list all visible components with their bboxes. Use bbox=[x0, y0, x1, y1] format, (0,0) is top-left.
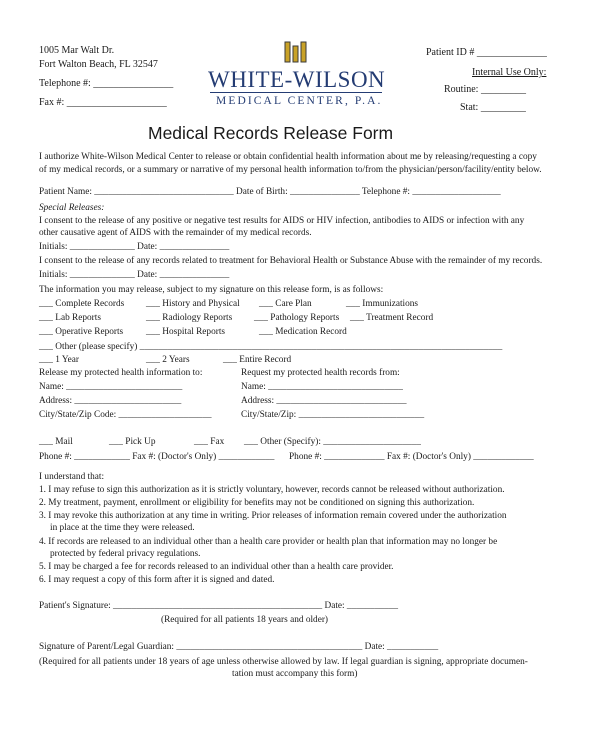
patient-signature-line[interactable]: Patient's Signature: _____________________________________________ Date: ___________ bbox=[39, 601, 399, 611]
stat-field[interactable]: Stat: _________ bbox=[460, 102, 526, 113]
form-title: Medical Records Release Form bbox=[148, 123, 394, 143]
request-from-address[interactable]: Address: ____________________________ bbox=[241, 396, 407, 406]
check-history-physical[interactable]: ___ History and Physical bbox=[146, 299, 240, 309]
information-intro: The information you may release, subject to my signature on this release form, is as follows: bbox=[39, 285, 384, 295]
request-phone-fax[interactable]: Phone #: _____________ Fax #: (Doctor's Only) _____________ bbox=[289, 452, 534, 462]
check-treatment-record[interactable]: ___ Treatment Record bbox=[350, 313, 434, 323]
patient-signature-note: (Required for all patients 18 years and older) bbox=[161, 615, 329, 625]
check-care-plan[interactable]: ___ Care Plan bbox=[259, 299, 312, 309]
special-releases-heading: Special Releases: bbox=[39, 203, 105, 213]
internal-use-label: Internal Use Only: bbox=[472, 67, 547, 78]
understand-item-2: 2. My treatment, payment, enrollment or eligibility for benefits may not be conditioned on signing this authorization. bbox=[39, 498, 475, 508]
request-from-city[interactable]: City/State/Zip: ___________________________ bbox=[241, 410, 425, 420]
check-complete-records[interactable]: ___ Complete Records bbox=[39, 299, 125, 309]
delivery-mail[interactable]: ___ Mail bbox=[39, 437, 73, 447]
address-line-2: Fort Walton Beach, FL 32547 bbox=[39, 59, 158, 70]
guardian-signature-line[interactable]: Signature of Parent/Legal Guardian: ________________________________________ Date: ___________ bbox=[39, 642, 439, 652]
check-other-specify[interactable]: ___ Other (please specify) ______________________________________________________________________________ bbox=[39, 342, 503, 352]
understand-item-1: 1. I may refuse to sign this authorization as it is strictly voluntary, however, records cannot be released without authorization. bbox=[39, 485, 505, 495]
release-to-address[interactable]: Address: _______________________ bbox=[39, 396, 182, 406]
understand-item-6: 6. I may request a copy of this form after it is signed and dated. bbox=[39, 575, 275, 585]
behavioral-consent-line: I consent to the release of any records related to treatment for Behavioral Health or Substance Abuse with the remainder of my records. bbox=[39, 256, 543, 266]
fax-field[interactable]: Fax #: ____________________ bbox=[39, 97, 167, 108]
understand-heading: I understand that: bbox=[39, 472, 105, 482]
telephone-field[interactable]: Telephone #: ________________ bbox=[39, 78, 174, 89]
company-logo-mark-icon bbox=[283, 40, 315, 64]
check-entire-record[interactable]: ___ Entire Record bbox=[223, 355, 292, 365]
understand-item-3: 3. I may revoke this authorization at any time in writing. Prior releases of information remain covered under the authorization bbox=[39, 511, 507, 521]
understand-item-4: 4. If records are released to an individual other than a health care provider or health plan that information may no longer be bbox=[39, 537, 498, 547]
aids-initials-date[interactable]: Initials: ______________ Date: _______________ bbox=[39, 242, 230, 252]
check-lab-reports[interactable]: ___ Lab Reports bbox=[39, 313, 101, 323]
check-2-years[interactable]: ___ 2 Years bbox=[146, 355, 190, 365]
guardian-signature-note-1: (Required for all patients under 18 years of age unless otherwise allowed by law. If legal guardian is signing, appropriate documen- bbox=[39, 657, 528, 667]
understand-item-5: 5. I may be charged a fee for records released to an individual other than a health care provider. bbox=[39, 562, 394, 572]
request-from-heading: Request my protected health records from: bbox=[241, 368, 400, 378]
check-1-year[interactable]: ___ 1 Year bbox=[39, 355, 80, 365]
release-to-heading: Release my protected health information to: bbox=[39, 368, 203, 378]
company-name: WHITE-WILSON bbox=[208, 67, 386, 92]
release-to-city[interactable]: City/State/Zip Code: ____________________ bbox=[39, 410, 212, 420]
check-medication-record[interactable]: ___ Medication Record bbox=[259, 327, 347, 337]
delivery-other[interactable]: ___ Other (Specify): _____________________ bbox=[244, 437, 421, 447]
check-immunizations[interactable]: ___ Immunizations bbox=[346, 299, 419, 309]
company-subtitle: MEDICAL CENTER, P.A. bbox=[216, 95, 383, 107]
check-operative-reports[interactable]: ___ Operative Reports bbox=[39, 327, 124, 337]
aids-consent-line-2: other causative agent of AIDS with the remainder of my medical records. bbox=[39, 228, 312, 238]
check-pathology-reports[interactable]: ___ Pathology Reports bbox=[254, 313, 340, 323]
behavioral-initials-date[interactable]: Initials: ______________ Date: _______________ bbox=[39, 270, 230, 280]
check-radiology-reports[interactable]: ___ Radiology Reports bbox=[146, 313, 233, 323]
delivery-pick-up[interactable]: ___ Pick Up bbox=[109, 437, 156, 447]
intro-line-1: I authorize White-Wilson Medical Center to release or obtain confidential health information about me by releasing/requesting a copy bbox=[39, 152, 537, 162]
release-to-name[interactable]: Name: _________________________ bbox=[39, 382, 183, 392]
check-hospital-reports[interactable]: ___ Hospital Reports bbox=[146, 327, 226, 337]
intro-line-2: of my medical records, or a summary or narrative of my personal health information to/from the physician/person/facility/entity below. bbox=[39, 165, 542, 175]
understand-item-4-cont: protected by federal privacy regulations. bbox=[50, 549, 201, 559]
release-phone-fax[interactable]: Phone #: ____________ Fax #: (Doctor's Only) ____________ bbox=[39, 452, 275, 462]
delivery-fax[interactable]: ___ Fax bbox=[194, 437, 225, 447]
routine-field[interactable]: Routine: _________ bbox=[444, 84, 526, 95]
patient-info-line[interactable]: Patient Name: ______________________________ Date of Birth: _______________ Telephone #: ___________________ bbox=[39, 187, 501, 197]
guardian-signature-note-2: tation must accompany this form) bbox=[232, 669, 358, 679]
aids-consent-line-1: I consent to the release of any positive or negative test results for AIDS or HIV infection, antibodies to AIDS or infection with any bbox=[39, 216, 525, 226]
address-line-1: 1005 Mar Walt Dr. bbox=[39, 45, 115, 56]
request-from-name[interactable]: Name: _____________________________ bbox=[241, 382, 403, 392]
patient-id-field[interactable]: Patient ID # ______________ bbox=[426, 47, 547, 58]
understand-item-3-cont: in place at the time they were released. bbox=[50, 523, 195, 533]
logo-divider bbox=[210, 92, 382, 93]
